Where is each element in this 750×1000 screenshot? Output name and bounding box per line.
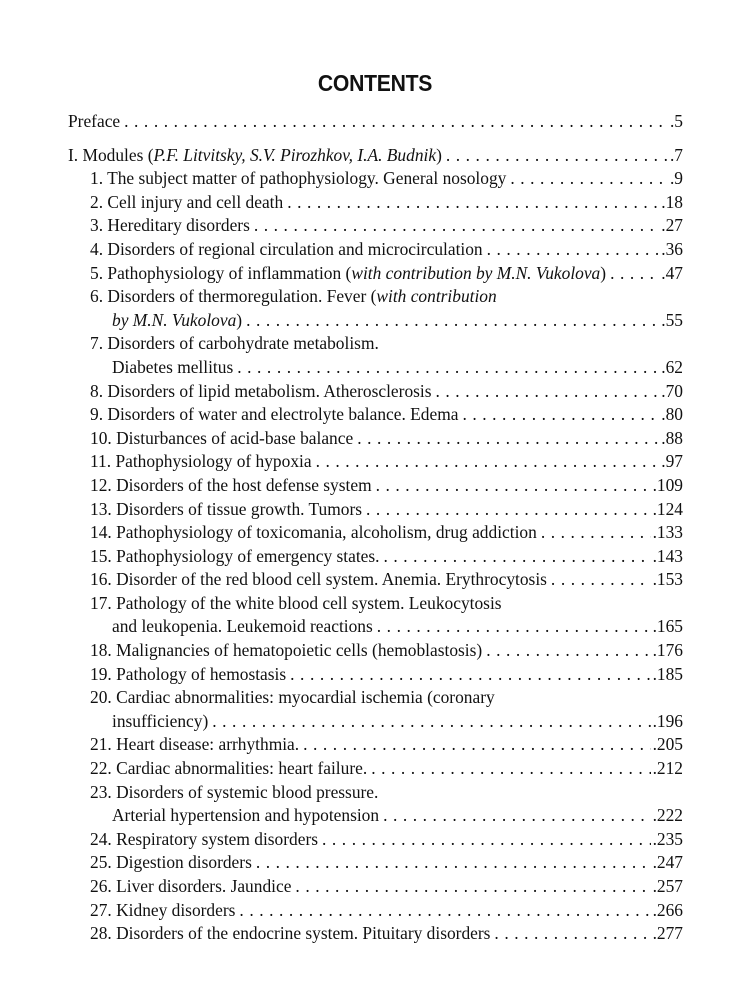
- dot-leader: [541, 521, 651, 545]
- dot-leader: [237, 356, 659, 380]
- toc-entry[interactable]: [68, 332, 683, 379]
- toc-entry-title: 28. Disorders of the endocrine system. Pituitary disorders: [90, 923, 491, 944]
- toc-entry-number: 28.: [90, 923, 112, 944]
- toc-entry-title: 25. Digestion disorders: [90, 852, 252, 873]
- toc-entry[interactable]: [68, 568, 683, 592]
- toc-entry[interactable]: [68, 191, 683, 215]
- toc-entry-title: 18. Malignancies of hematopoietic cells (hemoblastosis): [90, 640, 483, 661]
- toc-entry-number: 9.: [90, 404, 104, 425]
- dot-leader: [551, 568, 651, 592]
- toc-entry[interactable]: [68, 167, 683, 191]
- toc-entry-page: .212: [652, 758, 683, 779]
- toc-entry-page: .196: [652, 710, 683, 731]
- toc-entry-title: 2. Cell injury and cell death: [90, 191, 284, 212]
- toc-entry-number: 4.: [90, 238, 104, 259]
- toc-entry-title: 13. Disorders of tissue growth. Tumors: [90, 498, 363, 519]
- toc-entry-number: 21.: [90, 734, 112, 755]
- toc-entry-number: 22.: [90, 758, 112, 779]
- toc-entry-page: .143: [652, 545, 683, 566]
- dot-leader: [295, 875, 650, 899]
- toc-entry-number: 1.: [90, 168, 104, 189]
- toc-entry-title: 23. Disorders of systemic blood pressure.: [90, 781, 379, 802]
- dot-leader: [254, 214, 659, 238]
- toc-entry[interactable]: [68, 663, 683, 687]
- toc-entry-page: .133: [652, 522, 683, 543]
- toc-entry-number: 2.: [90, 191, 104, 212]
- toc-entry-page: .70: [661, 380, 683, 401]
- toc-entry-page: .9: [669, 168, 683, 189]
- dot-leader: [212, 710, 650, 734]
- toc-entry-number: 6.: [90, 286, 104, 307]
- toc-entry-title: 4. Disorders of regional circulation and microcirculation: [90, 238, 483, 259]
- toc-entry-title: 8. Disorders of lipid metabolism. Atherosclerosis: [90, 380, 432, 401]
- toc-entry-number: 26.: [90, 876, 112, 896]
- toc-entry-part-1[interactable]: [68, 144, 683, 168]
- toc-entry-number: 23.: [90, 781, 112, 802]
- toc-entry-page: .205: [652, 734, 683, 755]
- toc-entry-number: 7.: [90, 333, 104, 354]
- toc-entry[interactable]: [68, 427, 683, 451]
- toc-entry[interactable]: [68, 474, 683, 498]
- toc-entry-title: 21. Heart disease: arrhythmia.: [90, 734, 300, 755]
- toc-entry[interactable]: [68, 851, 683, 875]
- toc-entry-number: 10.: [90, 427, 112, 448]
- toc-entry[interactable]: [68, 686, 683, 733]
- dot-leader: [610, 262, 659, 286]
- toc-entry-title: 7. Disorders of carbohydrate metabolism.: [90, 333, 379, 354]
- toc-entry[interactable]: [68, 899, 683, 923]
- toc-entry[interactable]: [68, 450, 683, 474]
- dot-leader: [246, 309, 659, 333]
- toc-entry-number: 18.: [90, 640, 112, 661]
- toc-entry[interactable]: [68, 922, 683, 946]
- toc-entry[interactable]: [68, 262, 683, 286]
- toc-entry-page: .7: [669, 144, 683, 165]
- toc-entry-number: 12.: [90, 474, 112, 495]
- dot-leader: [376, 474, 651, 498]
- dot-leader: [446, 144, 668, 168]
- dot-leader: [124, 110, 668, 134]
- toc-entry-title: 22. Cardiac abnormalities: heart failure.: [90, 758, 368, 779]
- toc-entry-number: 17.: [90, 592, 112, 613]
- toc-entry-preface[interactable]: [68, 110, 683, 134]
- toc-entry-title: 26. Liver disorders. Jaundice: [90, 876, 292, 896]
- dot-leader: [510, 167, 668, 191]
- toc-entry-authors: P.F. Litvitsky, S.V. Pirozhkov, I.A. Budnik: [153, 144, 437, 165]
- dot-leader: [494, 922, 650, 946]
- toc-entry[interactable]: [68, 238, 683, 262]
- toc-entry-title: 5. Pathophysiology of inflammation (with contribution by M.N. Vukolova): [90, 262, 607, 283]
- toc-entry[interactable]: [68, 521, 683, 545]
- toc-entry-title-continued: by M.N. Vukolova): [112, 309, 243, 330]
- toc-entry[interactable]: [68, 757, 683, 781]
- toc-entry-number: 11.: [90, 451, 112, 472]
- toc-entry-contributor: with contribution: [376, 286, 497, 307]
- toc-entry-title: 6. Disorders of thermoregulation. Fever (with contribution: [90, 286, 497, 307]
- toc-entry-title: 15. Pathophysiology of emergency states.: [90, 545, 380, 566]
- toc-entry-number: 3.: [90, 215, 104, 236]
- toc-entry[interactable]: [68, 214, 683, 238]
- toc-entry-page: .27: [661, 215, 683, 236]
- toc-entry-page: .153: [652, 569, 683, 590]
- toc-entry-number: 16.: [90, 569, 112, 590]
- toc-entry[interactable]: [68, 285, 683, 332]
- toc-entry-title-continued: insufficiency): [112, 710, 209, 731]
- toc-entry-title: 19. Pathology of hemostasis: [90, 663, 287, 684]
- page-title: CONTENTS: [317, 70, 433, 96]
- toc-entry[interactable]: [68, 380, 683, 404]
- toc-entry-title: 14. Pathophysiology of toxicomania, alcoholism, drug addiction: [90, 522, 537, 543]
- dot-leader: [322, 828, 651, 852]
- toc-entry-page: .36: [661, 238, 683, 259]
- dot-leader: [462, 403, 659, 427]
- toc-entry-number: 19.: [90, 663, 112, 684]
- dot-leader: [383, 804, 650, 828]
- toc-entry-title: 12. Disorders of the host defense system: [90, 474, 372, 495]
- toc-entry-number: 27.: [90, 899, 112, 920]
- toc-entry-title: 24. Respiratory system disorders: [90, 828, 319, 849]
- toc-entry-number: 25.: [90, 852, 112, 873]
- dot-leader: [377, 615, 651, 639]
- dot-leader: [436, 380, 660, 404]
- toc-entry-title: 20. Cardiac abnormalities: myocardial ischemia (coronary: [90, 687, 495, 708]
- toc-entry-number: 14.: [90, 522, 112, 543]
- toc-entry-number: 15.: [90, 545, 112, 566]
- toc-entry-title: 11. Pathophysiology of hypoxia: [90, 451, 312, 472]
- toc-entry[interactable]: [68, 781, 683, 828]
- toc-entry[interactable]: [68, 875, 683, 899]
- toc-entry-title: I. Modules (P.F. Litvitsky, S.V. Pirozhkov, I.A. Budnik): [68, 144, 442, 165]
- toc-entry-title: 27. Kidney disorders: [90, 899, 236, 920]
- toc-entry[interactable]: [68, 733, 683, 757]
- toc-entry-page: .109: [652, 474, 683, 495]
- toc-entry-number: 5.: [90, 262, 104, 283]
- toc-entry-page: .165: [652, 616, 683, 637]
- dot-leader: [256, 851, 651, 875]
- toc-entry-page: .176: [652, 640, 683, 661]
- toc-entry-title-continued: Arterial hypertension and hypotension: [112, 805, 380, 826]
- toc-entry-number: 24.: [90, 828, 112, 849]
- toc-entry-page: .5: [669, 111, 683, 131]
- dot-leader: [371, 757, 650, 781]
- toc-entry[interactable]: [68, 828, 683, 852]
- toc-entry-title: 9. Disorders of water and electrolyte balance. Edema: [90, 404, 459, 425]
- toc-entry[interactable]: [68, 592, 683, 639]
- toc-entry-page: .55: [661, 309, 683, 330]
- toc-entry-page: .277: [652, 923, 683, 944]
- toc-entry[interactable]: [68, 403, 683, 427]
- dot-leader: [290, 663, 650, 687]
- dot-leader: [287, 191, 659, 215]
- toc-entry-page: .124: [652, 498, 683, 519]
- toc-entry-page: .185: [652, 663, 683, 684]
- dot-leader: [384, 545, 651, 569]
- toc-entry-page: .62: [661, 356, 683, 377]
- dot-leader: [303, 733, 650, 757]
- dot-leader: [486, 639, 650, 663]
- toc-entry-number: 13.: [90, 498, 112, 519]
- toc-entry-number: 8.: [90, 380, 104, 401]
- toc-entry-title: 16. Disorder of the red blood cell system. Anemia. Erythrocytosis: [90, 569, 547, 590]
- toc-entry-page: .235: [652, 828, 683, 849]
- dot-leader: [487, 238, 660, 262]
- toc-entry-page: .80: [661, 404, 683, 425]
- toc-entry-title: 17. Pathology of the white blood cell system. Leukocytosis: [90, 592, 502, 613]
- toc-entry[interactable]: [68, 639, 683, 663]
- toc-entry-title: 10. Disturbances of acid-base balance: [90, 427, 354, 448]
- toc-entry-page: .47: [661, 262, 683, 283]
- toc-entry-page: .266: [652, 899, 683, 920]
- toc-entry-page: .222: [652, 805, 683, 826]
- dot-leader: [316, 450, 660, 474]
- toc-entry-contributor: with contribution by M.N. Vukolova: [351, 262, 601, 283]
- dot-leader: [357, 427, 659, 451]
- dot-leader: [366, 498, 651, 522]
- toc-entry-page: .247: [652, 852, 683, 873]
- toc-entry[interactable]: [68, 498, 683, 522]
- dot-leader: [239, 899, 650, 923]
- toc-entry-contributor: by M.N. Vukolova: [112, 309, 237, 330]
- toc-entry-number: 20.: [90, 687, 112, 708]
- toc-entry-page: .257: [652, 876, 683, 896]
- table-of-contents: [68, 110, 683, 946]
- toc-entry-page: .18: [661, 191, 683, 212]
- toc-entry[interactable]: [68, 545, 683, 569]
- toc-entry-title: 3. Hereditary disorders: [90, 215, 250, 236]
- toc-entry-title: Preface: [68, 111, 121, 131]
- toc-entry-page: .88: [661, 427, 683, 448]
- toc-entry-title-continued: and leukopenia. Leukemoid reactions: [112, 616, 373, 637]
- toc-entry-title: 1. The subject matter of pathophysiology. General nosology: [90, 168, 507, 189]
- toc-entry-page: .97: [661, 451, 683, 472]
- toc-entry-title-continued: Diabetes mellitus: [112, 356, 234, 377]
